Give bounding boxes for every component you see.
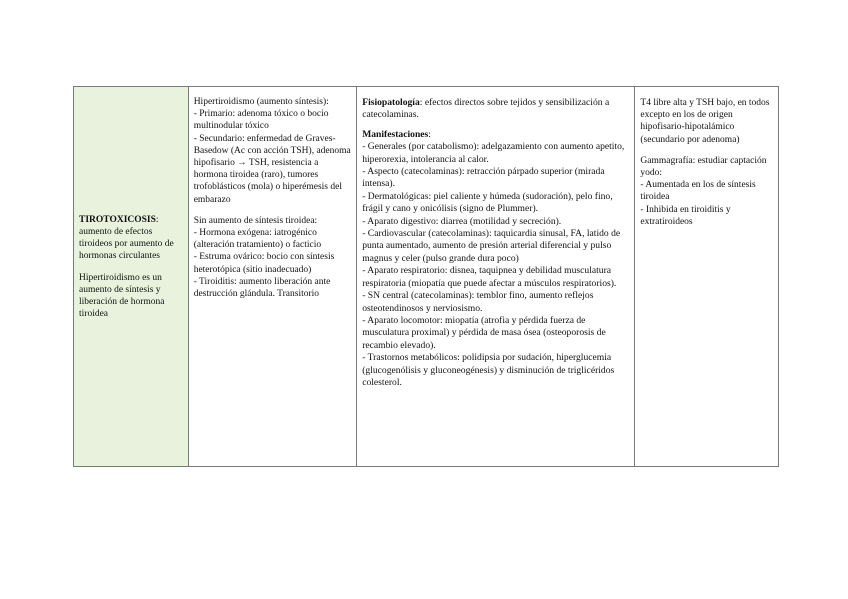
etiology-line: - Tiroiditis: aumento liberación ante destrucción glándula. Transitorio	[193, 276, 331, 300]
pathophysiology-text: : efectos directos sobre tejidos y sensibilización a catecolaminas.	[362, 97, 610, 121]
etiology-line: - Estruma ovárico: bocio con síntesis heterotópica (sitio inadecuado)	[193, 252, 335, 275]
manifestation-item: - Dermatológicas: piel caliente y húmeda (sudoración), pelo fino, frágil y cano y onicólisis (signo de Plummer).	[362, 190, 613, 215]
manifestation-item: - Generales (por catabolismo): adelgazamiento con aumento apetito, hiperorexia, intolerancia al calor.	[362, 141, 625, 165]
etiology-line: Sin aumento de síntesis tiroidea:	[193, 215, 318, 226]
manifestation-item: - Aspecto (catecolaminas): retracción párpado superior (mirada intensa).	[362, 166, 605, 190]
column-diagnosis	[635, 87, 778, 466]
topic-definition: TIROTOXICOSIS: aumento de efectos tiroideos por aumento de hormonas circulantes	[79, 214, 174, 262]
column-clinical	[357, 87, 635, 466]
lab-findings: T4 libre alta y TSH bajo, en todos excepto en los de origen hipofisario-hipotalámico (secundario por adenoma)	[640, 98, 770, 145]
scintigraphy	[640, 155, 774, 228]
etiology-no-synthesis	[194, 215, 353, 300]
manifestation-item: - Aparato digestivo: diarrea (motilidad y secreción).	[362, 215, 562, 227]
etiology-line: - Primario: adenoma tóxico o bocio multinodular tóxico	[193, 109, 329, 132]
hyperthyroidism-definition: Hipertiroidismo es un aumento de síntesis y liberación de hormona tiroidea	[79, 272, 165, 320]
manifestations: Manifestaciones: - Generales (por catabolismo): adelgazamiento con aumento apetito, hiperorexia, intolerancia al calor. - Aspecto (catecolaminas): retracción párpado superior (mirada intensa). - Dermatológicas: piel caliente y húmeda (sudoración), pelo fino, frágil y cano y onicólisis (signo de Plummer). - Aparato digestivo: diarrea (motilidad y secreción). - Cardiovascular (catecolaminas): taquicardia sinusal, FA, latido de punta aumentado, aumento de presión arterial diferencial y pulso magnus y celer (pulso grande dura poco) - Aparato respiratorio: disnea, taquipnea y debilidad musculatura respiratoria (miopatía que puede afectar a músculos respiratorios). - SN central (catecolaminas): temblor fino, aumento reflejos osteotendinosos y nerviosismo. - Aparato locomotor: miopatía (atrofia y pérdida fuerza de musculatura proximal) y pérdida de masa ósea (osteoporosis de recambio elevado). - Trastornos metabólicos: polidipsia por sudación, hiperglucemia (glucogenólisis y gluconeogénesis) y disminución de triglicéridos colesterol.	[362, 129, 630, 390]
column-etiology	[189, 87, 358, 466]
column-topic	[74, 87, 189, 466]
scintigraphy-line: - Inhibida en tiroiditis y extratiroideos	[640, 204, 731, 227]
pathophysiology-label: Fisiopatología	[362, 97, 420, 108]
etiology-line: - Secundario: enfermedad de Graves-Basedow (Ac con acción TSH), adenoma hipofisario → TSH, resistencia a hormona tiroidea (raro), tumores trofoblásticos (mola) o hiperémesis del embarazo	[193, 133, 351, 205]
manifestations-label: Manifestaciones	[362, 128, 429, 140]
manifestation-item: - Cardiovascular (catecolaminas): taquicardia sinusal, FA, latido de punta aumentado, aumento de presión arterial diferencial y pulso magnus y celer (pulso grande dura poco)	[362, 228, 621, 264]
etiology-hyperthyroidism	[194, 96, 353, 206]
manifestation-item: - Aparato respiratorio: disnea, taquipnea y debilidad musculatura respiratoria (miopatía que puede afectar a músculos respiratorios).	[362, 265, 617, 289]
manifestation-item: - SN central (catecolaminas): temblor fino, aumento reflejos osteotendinosos y nerviosismo.	[362, 290, 594, 314]
summary-table	[73, 86, 779, 467]
etiology-line: Hipertiroidismo (aumento síntesis):	[193, 97, 329, 107]
manifestation-item: - Aparato locomotor: miopatía (atrofia y pérdida fuerza de musculatura proximal) y pérdida de masa ósea (osteoporosis de recambio elevado).	[362, 314, 606, 351]
topic-definition-text: aumento de efectos tiroideos por aumento de hormonas circulantes	[79, 226, 174, 262]
etiology-line: - Hormona exógena: iatrogénico (alteración tratamiento) o facticio	[193, 228, 322, 251]
manifestation-item: - Trastornos metabólicos: polidipsia por sudación, hiperglucemia (glucogenólisis y gluconeogénesis) y disminución de triglicéridos colesterol.	[362, 352, 615, 388]
scintigraphy-line: - Aumentada en los de síntesis tiroidea	[640, 180, 756, 203]
pathophysiology	[362, 97, 630, 122]
scintigraphy-line: Gammagrafía: estudiar captación yodo:	[640, 155, 767, 179]
topic-title: TIROTOXICOSIS	[79, 214, 156, 225]
